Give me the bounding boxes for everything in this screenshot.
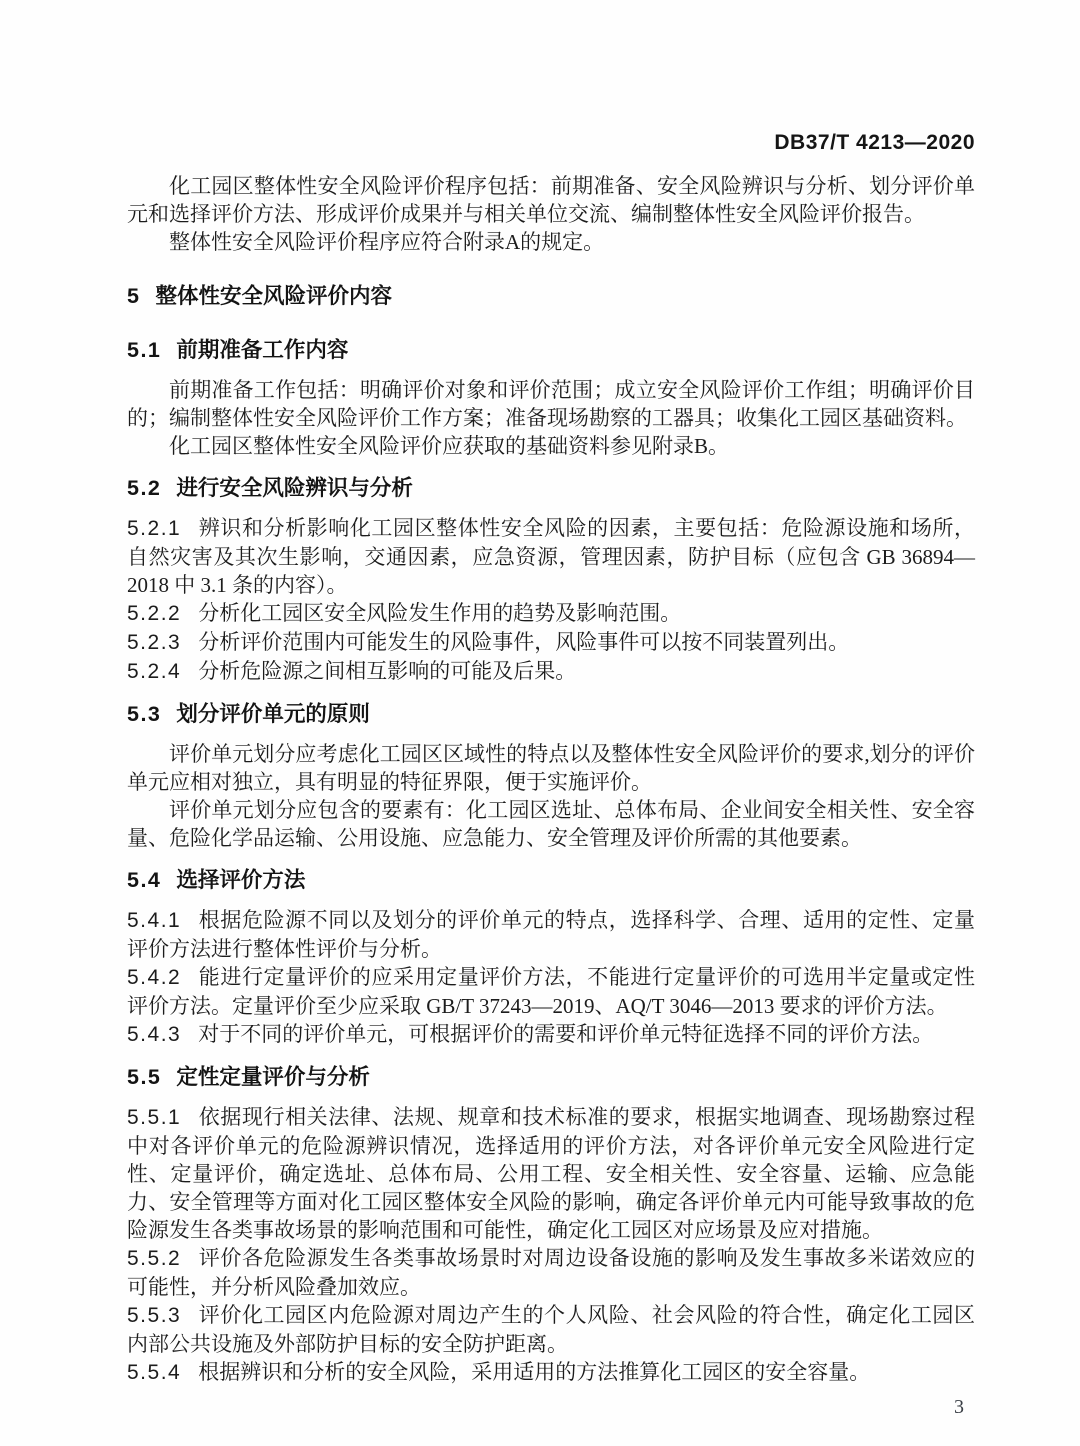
clause-text: 根据辨识和分析的安全风险，采用适用的方法推算化工园区的安全容量。 — [198, 1360, 871, 1384]
clause-text: 依据现行相关法律、法规、规章和技术标准的要求，根据实地调查、现场勘察过程中对各评价单元的危险源辨识情况，选择适用的评价方法，对各评价单元安全风险进行定性、定量评价，确定选址、总体布局、公用工程、安全相关性、安全容量、运输、应急能力、安全管理等方面对化工园区整体安全风险的影响，确定各评价单元内可能导致事故的危险源发生各类事故场景的影响范围和可能性，确定化工园区对应场景及应对措施。 — [127, 1105, 975, 1242]
clause-5-5-2 — [127, 1244, 975, 1301]
page-number: 3 — [954, 1396, 964, 1418]
section-number: 5.5 — [127, 1065, 162, 1089]
clause-5-5-4 — [127, 1358, 975, 1387]
section-heading-5-3 — [127, 686, 975, 740]
paragraph-appendix-a: 整体性安全风险评价程序应符合附录A的规定。 — [169, 230, 605, 254]
clause-number: 5.4.1 — [127, 909, 182, 932]
section-title: 前期准备工作内容 — [176, 338, 349, 362]
clause-number: 5.5.3 — [127, 1304, 182, 1327]
clause-text: 评价各危险源发生各类事故场景时对周边设备设施的影响及发生事故多米诺效应的可能性，并分析风险叠加效应。 — [127, 1246, 975, 1299]
section-heading-5 — [127, 256, 975, 322]
clause-number: 5.4.2 — [127, 966, 182, 989]
section-title: 定性定量评价与分析 — [176, 1065, 370, 1089]
clause-text: 对于不同的评价单元，可根据评价的需要和评价单元特征选择不同的评价方法。 — [198, 1022, 934, 1046]
paragraph-appendix-b: 化工园区整体性安全风险评价应获取的基础资料参见附录B。 — [169, 434, 730, 458]
clause-text: 根据危险源不同以及划分的评价单元的特点，选择科学、合理、适用的定性、定量评价方法进行整体性评价与分析。 — [127, 908, 975, 961]
clause-text: 分析危险源之间相互影响的可能及后果。 — [198, 659, 577, 683]
clause-5-2-1 — [127, 514, 975, 599]
clause-5-5-3 — [127, 1301, 975, 1358]
section-heading-5-2 — [127, 460, 975, 514]
section-number: 5.2 — [127, 476, 162, 500]
clause-number: 5.2.1 — [127, 517, 182, 540]
clause-number: 5.5.2 — [127, 1247, 182, 1270]
paragraph-unit-division-elements: 评价单元划分应包含的要素有：化工园区选址、总体布局、企业间安全相关性、安全容量、危险化学品运输、公用设施、应急能力、安全管理及评价所需的其他要素。 — [127, 798, 975, 850]
section-title: 整体性安全风险评价内容 — [155, 284, 392, 308]
paragraph-preparation-work: 前期准备工作包括：明确评价对象和评价范围；成立安全风险评价工作组；明确评价目的；编制整体性安全风险评价工作方案；准备现场勘察的工器具；收集化工园区基础资料。 — [127, 378, 975, 430]
doc-number: DB37/T 4213—2020 — [774, 131, 975, 154]
clause-text: 辨识和分析影响化工园区整体性安全风险的因素，主要包括：危险源设施和场所，自然灾害及其次生影响，交通因素，应急资源，管理因素，防护目标（应包含 GB 36894—2018 中 3.1 条的内容）。 — [127, 516, 975, 597]
section-number: 5.3 — [127, 702, 162, 726]
section-heading-5-4 — [127, 852, 975, 906]
clause-5-2-3 — [127, 628, 975, 657]
clause-number: 5.5.1 — [127, 1106, 182, 1129]
paragraph-evaluation-procedure: 化工园区整体性安全风险评价程序包括：前期准备、安全风险辨识与分析、划分评价单元和选择评价方法、形成评价成果并与相关单位交流、编制整体性安全风险评价报告。 — [127, 174, 975, 226]
clause-5-4-3 — [127, 1020, 975, 1049]
clause-number: 5.2.3 — [127, 631, 182, 654]
paragraph-unit-division-principle: 评价单元划分应考虑化工园区区域性的特点以及整体性安全风险评价的要求,划分的评价单元应相对独立，具有明显的特征界限，便于实施评价。 — [127, 742, 975, 794]
clause-text: 评价化工园区内危险源对周边产生的个人风险、社会风险的符合性，确定化工园区内部公共设施及外部防护目标的安全防护距离。 — [127, 1303, 975, 1356]
clause-5-5-1 — [127, 1103, 975, 1244]
section-title: 选择评价方法 — [176, 868, 306, 892]
section-title: 进行安全风险辨识与分析 — [176, 476, 413, 500]
clause-text: 分析评价范围内可能发生的风险事件，风险事件可以按不同装置列出。 — [198, 630, 850, 654]
section-heading-5-5 — [127, 1049, 975, 1103]
clause-number: 5.5.4 — [127, 1361, 182, 1384]
clause-number: 5.2.2 — [127, 602, 182, 625]
section-number: 5.1 — [127, 338, 162, 362]
clause-5-2-2 — [127, 599, 975, 628]
clause-text: 能进行定量评价的应采用定量评价方法，不能进行定量评价的可选用半定量或定性评价方法。定量评价至少应采取 GB/T 37243—2019、AQ/T 3046—2013 要求的评价方法。 — [127, 965, 975, 1018]
section-heading-5-1 — [127, 322, 975, 376]
document-body — [127, 172, 975, 1387]
clause-5-4-1 — [127, 906, 975, 963]
clause-number: 5.2.4 — [127, 660, 182, 683]
clause-text: 分析化工园区安全风险发生作用的趋势及影响范围。 — [198, 601, 682, 625]
clause-5-4-2 — [127, 963, 975, 1020]
section-number: 5 — [127, 284, 141, 308]
section-title: 划分评价单元的原则 — [176, 702, 370, 726]
section-number: 5.4 — [127, 868, 162, 892]
clause-number: 5.4.3 — [127, 1023, 182, 1046]
clause-5-2-4 — [127, 657, 975, 686]
